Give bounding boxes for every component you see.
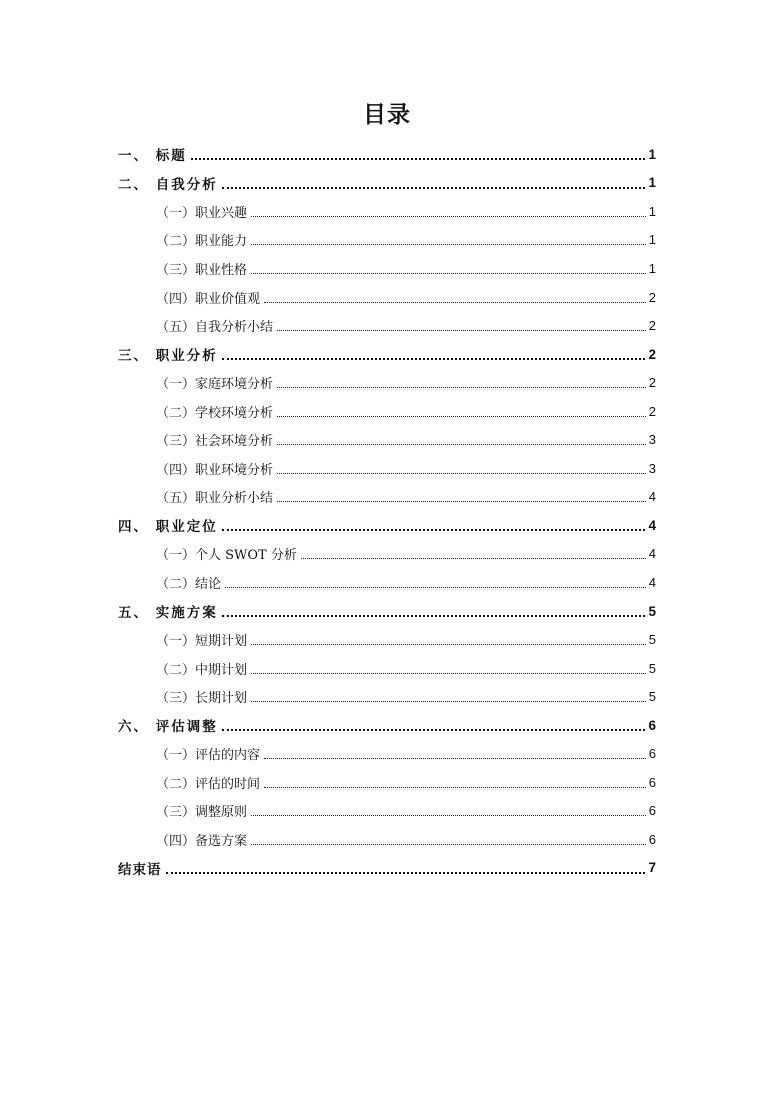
toc-page-number: 6 <box>648 774 656 790</box>
toc-entry-label: （二）中期计划 <box>156 662 248 678</box>
toc-subsection-entry[interactable] <box>118 625 656 654</box>
toc-dot-leader <box>251 701 646 702</box>
toc-dot-leader <box>301 558 646 559</box>
toc-section-entry[interactable] <box>118 854 656 883</box>
toc-subsection-entry[interactable] <box>118 797 656 826</box>
table-of-contents <box>118 140 656 882</box>
toc-entry-label: 三、 职业分析 <box>118 348 218 365</box>
toc-section-entry[interactable] <box>118 711 656 740</box>
toc-dot-leader <box>222 358 646 360</box>
toc-entry-label: （一）家庭环境分析 <box>156 377 274 393</box>
toc-dot-leader <box>277 473 646 474</box>
toc-entry-label: 结束语 <box>118 861 162 878</box>
toc-section-entry[interactable] <box>118 340 656 369</box>
toc-page-number: 2 <box>648 318 656 334</box>
toc-page-number: 6 <box>648 831 656 847</box>
toc-page-number: 6 <box>648 746 656 762</box>
toc-entry-label: （一）短期计划 <box>156 634 248 650</box>
toc-entry-label: （三）调整原则 <box>156 805 248 821</box>
toc-dot-leader <box>277 416 646 417</box>
toc-entry-label: 六、 评估调整 <box>118 719 218 736</box>
toc-entry-label: （五）职业分析小结 <box>156 491 274 507</box>
toc-dot-leader <box>264 787 646 788</box>
toc-page-number: 3 <box>648 432 656 448</box>
toc-entry-label: （四）职业环境分析 <box>156 462 274 478</box>
toc-subsection-entry[interactable] <box>118 682 656 711</box>
toc-page-number: 5 <box>648 660 656 676</box>
toc-dot-leader <box>222 529 646 531</box>
toc-subsection-entry[interactable] <box>118 825 656 854</box>
toc-section-entry[interactable] <box>118 169 656 198</box>
toc-dot-leader <box>277 330 646 331</box>
toc-page-number: 1 <box>648 175 656 191</box>
toc-dot-leader <box>251 644 646 645</box>
toc-page-number: 2 <box>648 403 656 419</box>
toc-entry-label: （五）自我分析小结 <box>156 320 274 336</box>
toc-page-number: 5 <box>648 603 656 619</box>
toc-page-number: 5 <box>648 689 656 705</box>
toc-page-number: 7 <box>648 860 656 876</box>
toc-entry-label: （一）职业兴趣 <box>156 205 248 221</box>
toc-entry-label: 五、 实施方案 <box>118 605 218 622</box>
toc-entry-label: （二）结论 <box>156 576 222 592</box>
toc-subsection-entry[interactable] <box>118 311 656 340</box>
toc-dot-leader <box>264 302 646 303</box>
toc-subsection-entry[interactable] <box>118 254 656 283</box>
toc-dot-leader <box>277 501 646 502</box>
toc-page-number: 4 <box>648 489 656 505</box>
toc-dot-leader <box>251 244 646 245</box>
toc-section-entry[interactable] <box>118 597 656 626</box>
page-title: 目录 <box>363 101 411 128</box>
toc-dot-leader <box>222 615 646 617</box>
toc-page-number: 1 <box>648 146 656 162</box>
toc-page-number: 1 <box>648 203 656 219</box>
toc-subsection-entry[interactable] <box>118 283 656 312</box>
toc-dot-leader <box>191 158 646 160</box>
toc-page-number: 3 <box>648 460 656 476</box>
toc-dot-leader <box>264 758 646 759</box>
toc-section-entry[interactable] <box>118 140 656 169</box>
toc-page-number: 4 <box>648 546 656 562</box>
toc-entry-label: （一）评估的内容 <box>156 748 261 764</box>
toc-dot-leader <box>251 673 646 674</box>
toc-subsection-entry[interactable] <box>118 568 656 597</box>
toc-entry-label: （三）社会环境分析 <box>156 434 274 450</box>
toc-dot-leader <box>277 387 646 388</box>
toc-subsection-entry[interactable] <box>118 654 656 683</box>
toc-dot-leader <box>277 444 646 445</box>
toc-subsection-entry[interactable] <box>118 397 656 426</box>
toc-page-number: 2 <box>648 346 656 362</box>
toc-dot-leader <box>166 872 646 874</box>
toc-entry-label: （三）长期计划 <box>156 691 248 707</box>
toc-page-number: 4 <box>648 517 656 533</box>
toc-dot-leader <box>222 187 646 189</box>
toc-page-number: 6 <box>648 803 656 819</box>
toc-subsection-entry[interactable] <box>118 226 656 255</box>
toc-entry-label: （四）职业价值观 <box>156 291 261 307</box>
toc-page-number: 1 <box>648 232 656 248</box>
toc-dot-leader <box>251 844 646 845</box>
toc-subsection-entry[interactable] <box>118 425 656 454</box>
toc-entry-label: （四）备选方案 <box>156 833 248 849</box>
toc-page-number: 6 <box>648 717 656 733</box>
toc-dot-leader <box>251 216 646 217</box>
toc-entry-label: （二）学校环境分析 <box>156 405 274 421</box>
toc-subsection-entry[interactable] <box>118 454 656 483</box>
toc-page-number: 2 <box>648 289 656 305</box>
toc-page-number: 5 <box>648 632 656 648</box>
toc-page-number: 1 <box>648 260 656 276</box>
toc-dot-leader <box>251 815 646 816</box>
toc-section-entry[interactable] <box>118 511 656 540</box>
toc-page-number: 4 <box>648 574 656 590</box>
toc-dot-leader <box>225 587 646 588</box>
toc-subsection-entry[interactable] <box>118 483 656 512</box>
toc-page-number: 2 <box>648 375 656 391</box>
toc-subsection-entry[interactable] <box>118 368 656 397</box>
toc-subsection-entry[interactable] <box>118 768 656 797</box>
toc-entry-label: （二）职业能力 <box>156 234 248 250</box>
toc-dot-leader <box>251 273 646 274</box>
toc-subsection-entry[interactable] <box>118 197 656 226</box>
toc-entry-label: （二）评估的时间 <box>156 776 261 792</box>
toc-subsection-entry[interactable] <box>118 739 656 768</box>
toc-dot-leader <box>222 729 646 731</box>
toc-entry-label: 四、 职业定位 <box>118 519 218 536</box>
toc-entry-label: （三）职业性格 <box>156 262 248 278</box>
toc-entry-label: 二、 自我分析 <box>118 176 218 193</box>
toc-entry-label: （一）个人 SWOT 分析 <box>156 548 297 564</box>
toc-subsection-entry[interactable] <box>118 540 656 569</box>
toc-entry-label: 一、 标题 <box>118 148 187 165</box>
